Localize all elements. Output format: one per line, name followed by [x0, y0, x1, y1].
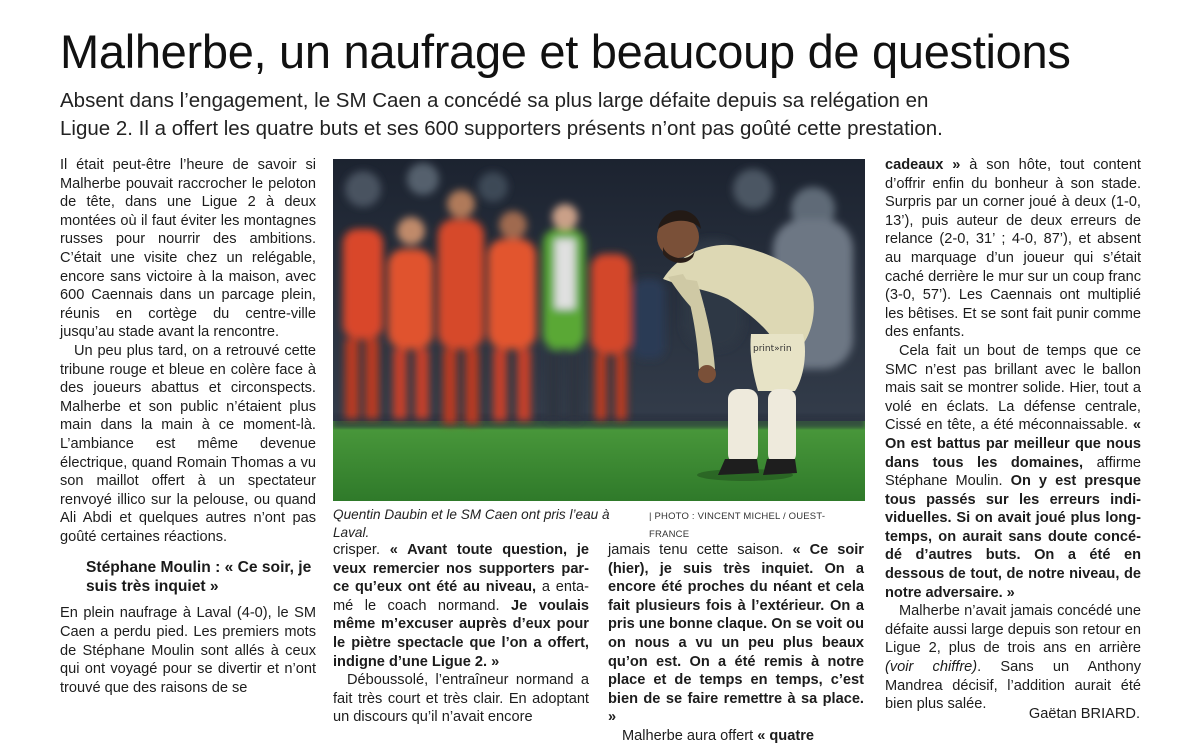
article-column-4	[885, 156, 1141, 714]
text-run: . Sans un Anthony Mandrea décisif, l’addition aurait été bien plus salée.	[885, 659, 1141, 713]
photo-caption	[333, 506, 865, 544]
quote-bold: « On est battus par meilleur que nous dans tous les domaines,	[885, 417, 1141, 471]
paragraph: Il était peut-être l’heure de savoir si Malherbe pouvait raccrocher le peloton de tête, dans une Ligue 2 à deux montées où il faut éviter les montagnes russes pour nourrir des ambitions. C’était une visite chez un relégable, encore sans victoire à la maison, avec 600 Caennais dans un parcage plein, réunis en cortège du centre-ville jusqu’au stade avant la rencontre.	[60, 157, 316, 341]
headline: Malherbe, un naufrage et beaucoup de questions	[60, 25, 1071, 78]
text-italic: (voir chiffre)	[885, 659, 978, 676]
shirt-sponsor-text: print»rin	[753, 344, 792, 354]
football-match-photo	[333, 159, 865, 501]
text-run: affirme Stéphane Moulin.	[885, 454, 1141, 490]
text-run: jamais tenu cette saison.	[608, 542, 793, 558]
text-run: Malherbe aura offert	[622, 727, 758, 743]
paragraph: Un peu plus tard, on a retrouvé cette tribune rouge et bleue en colère face à des joueurs abattus et circonspects. Malherbe et son public n’étaient plus main dans la main à ce moment-là. L’ambiance est même devenue électrique, quand Romain Thomas a vu son maillot offert à un spectateur renvoyé illico sur la pelouse, ou quand Ali Abdi et quelques autres n’ont pas goûté certaines réactions.	[60, 342, 316, 545]
subheading: Stéphane Moulin : « Ce soir, je suis très inquiet »	[86, 559, 312, 596]
quote-bold: On y est presque tous passés sur les erreurs individuelles. Si on avait joué plus longtemps, on aurait sans doute concédé d’autres buts. On a été en dessous de tout, de notre niveau, de notre adversaire. »	[885, 473, 1141, 601]
paragraph: Déboussolé, l’entraîneur normand a fait très court et très clair. En adoptant un discours qu’il n’avait encore	[333, 672, 589, 726]
author-signature: Gaëtan BRIARD.	[1028, 706, 1140, 722]
quote-bold: cadeaux »	[885, 157, 961, 173]
quote-bold: « Avant toute question, je veux remercier nos supporters parce qu’eux ont été au niveau,	[333, 542, 589, 596]
text-run: crisper.	[333, 542, 390, 558]
text-run: a entamé le coach normand.	[333, 579, 589, 614]
paragraph	[333, 541, 589, 671]
paragraph	[885, 602, 1141, 714]
standfirst	[60, 87, 1160, 143]
paragraph	[608, 541, 864, 727]
article-column-1	[60, 156, 316, 697]
article-column-3	[608, 541, 864, 743]
text-run: à son hôte, tout content d’offrir enfin du bonheur à son stade. Surpris par un corner joué à deux (1-0, 13’), puis auteur de deux erreurs de relance (2-0, 31’ ; 4-0, 87’), et absent au marquage d’un joueur qui s’était caché derrière le mur sur un coup franc (3-0, 57’). Les Caennais ont multiplié les bêtises. Et se sont fait punir comme des enfants.	[885, 157, 1141, 341]
photo-credit: | PHOTO : VINCENT MICHEL / OUEST-FRANCE	[648, 511, 826, 540]
quote-bold: « Ce soir (hier), je suis très inquiet. On a encore été proches du néant et cela fait plusieurs fois à l’extérieur. On a pris une bonne claque. On se voit ou on nous a vu un peu plus beaux qu’on est. On a été remis à notre place et de temps en temps, c’est bien de se faire remettre à sa place. »	[608, 542, 864, 726]
article-column-2	[333, 541, 589, 727]
paragraph	[608, 727, 864, 743]
quote-bold: « quatre	[757, 727, 814, 743]
article-photo	[333, 159, 865, 501]
standfirst-line-1: Absent dans l’engagement, le SM Caen a concédé sa plus large défaite depuis sa relégation en	[60, 89, 929, 112]
paragraph	[885, 156, 1141, 342]
paragraph: En plein naufrage à Laval (4-0), le SM Caen a perdu pied. Les premiers mots de Stéphane Moulin sont allés à ceux qui ont voyagé pour se divertir et n’ont trouvé que des raisons de se	[60, 605, 316, 696]
standfirst-line-2: Ligue 2. Il a offert les quatre buts et ses 600 supporters présents n’ont pas goûté cette prestation.	[60, 117, 943, 140]
paragraph	[885, 342, 1141, 602]
text-run: Cela fait un bout de temps que ce SMC n’est pas brillant avec le ballon mais sait se montrer solide. Hier, tout a volé en éclats. La défense centrale, Cissé en tête, a été méconnaissable.	[885, 342, 1141, 434]
caption-text: Quentin Daubin et le SM Caen ont pris l’eau à Laval.	[333, 507, 610, 540]
quote-bold: Je voulais même m’excuser auprès d’eux pour le piètre spectacle que l’on a offert, indigne d’une Ligue 2. »	[333, 597, 589, 670]
text-run: Malherbe n’avait jamais concédé une défaite aussi large depuis son retour en Ligue 2, plus de trois ans en arrière	[885, 603, 1141, 657]
